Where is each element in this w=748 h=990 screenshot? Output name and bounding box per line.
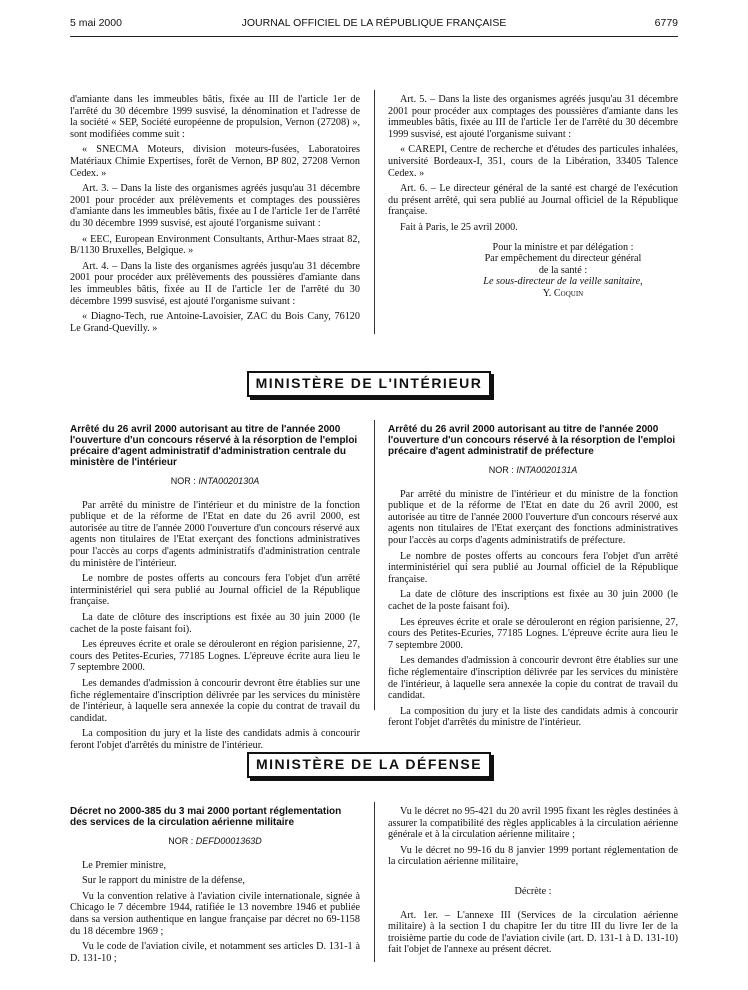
signature-line: Par empêchement du directeur général [484,253,642,265]
paragraph: Art. 4. – Dans la liste des organismes agréés jusqu'au 31 décembre 2001 pour procéder aux prélèvements des poussières d'amiante dans les immeubles bâtis, fixée au II de l'article 1er de l'arrêté du 30 décembre 1999 susvisé, est ajouté l'organisme suivant : [70,260,360,307]
paragraph: La date de clôture des inscriptions est fixée au 30 juin 2000 (le cachet de la poste faisant foi). [388,589,678,612]
header-date: 5 mai 2000 [70,17,122,29]
paragraph: Le Premier ministre, [82,859,167,871]
top-right-column [388,94,678,300]
paragraph: La composition du jury et la liste des candidats admis à concourir feront l'objet d'arrêtés du ministre de l'intérieur. [70,728,360,751]
decret-left [70,806,360,968]
signature-line: Pour la ministre et par délégation : [492,241,634,253]
paragraph: Le nombre de postes offerts au concours fera l'objet d'un arrêté interministériel qui sera publié au Journal officiel de la République française. [70,573,360,608]
decret-title: Décret no 2000-385 du 3 mai 2000 portant réglementation des services de la circulation aérienne militaire [70,806,342,828]
nor-reference: NOR : INTA0020131A [488,465,578,475]
decret-right [388,806,678,960]
column-divider [374,802,375,962]
header-rule [70,36,678,37]
journal-title: JOURNAL OFFICIEL DE LA RÉPUBLIQUE FRANÇAISE [241,17,507,29]
top-left-column [70,94,360,338]
paragraph: Art. 1er. – L'annexe III (Services de la circulation aérienne militaire) à la section I du chapitre Ier du titre III du livre Ier de la troisième partie du code de l'aviation civile (art. D. 131-1 à D. 131-10) fait l'objet de l'annexe au présent décret. [388,909,678,956]
arrete-title: Arrêté du 26 avril 2000 autorisant au titre de l'année 2000 l'ouverture d'un concours réservé à la résorption de l'emploi précaire d'agent administratif d'administration centrale du ministère de l'intérieur [70,424,358,468]
signature-line: Le sous-directeur de la veille sanitaire, [483,276,643,288]
paragraph: « SNECMA Moteurs, division moteurs-fusées, Laboratoires Matériaux Chimie Expertises, forêt de Vernon, BP 802, 27208 Vernon Cedex. » [70,144,360,179]
arrete-right [388,424,678,733]
paragraph: Vu la convention relative à l'aviation civile internationale, signée à Chicago le 7 décembre 1944, ratifiée le 13 novembre 1946 et publiée dans sa version authentique en langue française par décret no 69-1158 du 18 décembre 1969 ; [70,890,360,937]
paragraph: Par arrêté du ministre de l'intérieur et du ministre de la fonction publique et de la réforme de l'Etat en date du 26 avril 2000, est autorisée au titre de l'année 2000 l'ouverture d'un concours réservé aux agents non titulaires de l'Etat exerçant des fonctions administratives pour l'accès au corps d'agents administratifs de préfecture. [388,488,678,546]
nor-reference: NOR : DEFD0001363D [168,836,262,846]
arrete-title: Arrêté du 26 avril 2000 autorisant au titre de l'année 2000 l'ouverture d'un concours réservé à la résorption de l'emploi précaire d'agent administratif de préfecture [388,424,676,457]
paragraph: La date de clôture des inscriptions est fixée au 30 juin 2000 (le cachet de la poste faisant foi). [70,611,360,635]
nor-reference: NOR : INTA0020130A [170,476,260,486]
paragraph: Art. 3. – Dans la liste des organismes agréés jusqu'au 31 décembre 2001 pour procéder aux prélèvements et comptages des poussières d'amiante dans les immeubles bâtis, fixée au I de l'article 1er de l'arrêté du 30 décembre 1999 susvisé, est ajouté l'organisme suivant : [70,183,360,229]
paragraph: Les épreuves écrite et orale se dérouleront en région parisienne, 27, cours des Petites-Ecuries, 77185 Lognes. L'épreuve écrite aura lieu le 7 septembre 2000. [70,639,360,674]
arrete-left [70,424,360,755]
signature-line: de la santé : [538,264,588,276]
signatory-name: Y. Coquin [542,287,584,299]
ministry-defense-heading: MINISTÈRE DE LA DÉFENSE [247,752,491,778]
paragraph: Fait à Paris, le 25 avril 2000. [400,221,518,233]
paragraph: Vu le décret no 99-16 du 8 janvier 1999 portant réglementation de la circulation aérienne militaire, [388,844,678,868]
paragraph: Art. 5. – Dans la liste des organismes agréés jusqu'au 31 décembre 2001 pour procéder aux comptages des poussières d'amiante dans les immeubles bâtis, fixée au III de l'article 1er de l'arrêté du 30 décembre 1999 susvisé, est ajouté l'organisme suivant : [388,94,678,140]
paragraph: Par arrêté du ministre de l'intérieur et du ministre de la fonction publique et de la réforme de l'Etat en date du 26 avril 2000, est autorisée au titre de l'année 2000 l'ouverture d'un concours réservé aux agents non titulaires de l'Etat exerçant des fonctions administratives pour l'accès au corps d'agents administratifs d'administration centrale du ministère de l'intérieur. [70,499,360,569]
column-divider [374,420,375,710]
paragraph: « EEC, European Environment Consultants, Arthur-Maes straat 82, B/1130 Bruxelles, Belgique. » [70,233,360,257]
paragraph: « Diagno-Tech, rue Antoine-Lavoisier, ZAC du Bois Cany, 76120 Le Grand-Quevilly. » [70,311,360,334]
paragraph: d'amiante dans les immeubles bâtis, fixée au III de l'article 1er de l'arrêté du 30 décembre 1999 susvisé, la dénomination et l'adresse de la société « SEP, Société européenne de propulsion, Vernon (27208) », sont modifiées comme suit : [70,94,360,140]
column-divider [374,90,375,334]
paragraph: Le nombre de postes offerts au concours fera l'objet d'un arrêté interministériel qui sera publié au Journal officiel de la République française. [388,550,678,585]
ministry-interieur-heading: MINISTÈRE DE L'INTÉRIEUR [247,371,491,397]
signature-block [448,242,678,300]
decrete-label: Décrète : [514,885,552,897]
paragraph: La composition du jury et la liste des candidats admis à concourir feront l'objet d'arrêtés du ministre de l'intérieur. [388,705,678,729]
page-number: 6779 [654,17,678,29]
paragraph: Sur le rapport du ministre de la défense, [82,875,245,887]
paragraph: Art. 6. – Le directeur général de la santé est chargé de l'exécution du présent arrêté, qui sera publié au Journal officiel de la République française. [388,183,678,218]
paragraph: Les épreuves écrite et orale se dérouleront en région parisienne, 27, cours des Petites-Ecuries, 77185 Lognes. L'épreuve écrite aura lieu le 7 septembre 2000. [388,616,678,651]
paragraph: Vu le décret no 95-421 du 20 avril 1995 fixant les règles destinées à assurer la compatibilité des règles applicables à la circulation aérienne générale et à la circulation aérienne militaire ; [388,806,678,841]
paragraph: Vu le code de l'aviation civile, et notamment ses articles D. 131-1 à D. 131-10 ; [70,941,360,964]
paragraph: Les demandes d'admission à concourir devront être établies sur une fiche réglementaire d'inscription délivrée par les services du ministère de l'intérieur, à laquelle sera annexée la copie du contrat de travail du candidat. [388,655,678,702]
paragraph: « CAREPI, Centre de recherche et d'études des particules inhalées, université Bordeaux-I, 351, cours de la Libération, 33405 Talence Cedex. » [388,144,678,179]
paragraph: Les demandes d'admission à concourir devront être établies sur une fiche réglementaire d'inscription délivrée par les services du ministère de l'intérieur, à laquelle sera annexée la copie du contrat de travail du candidat. [70,677,360,724]
